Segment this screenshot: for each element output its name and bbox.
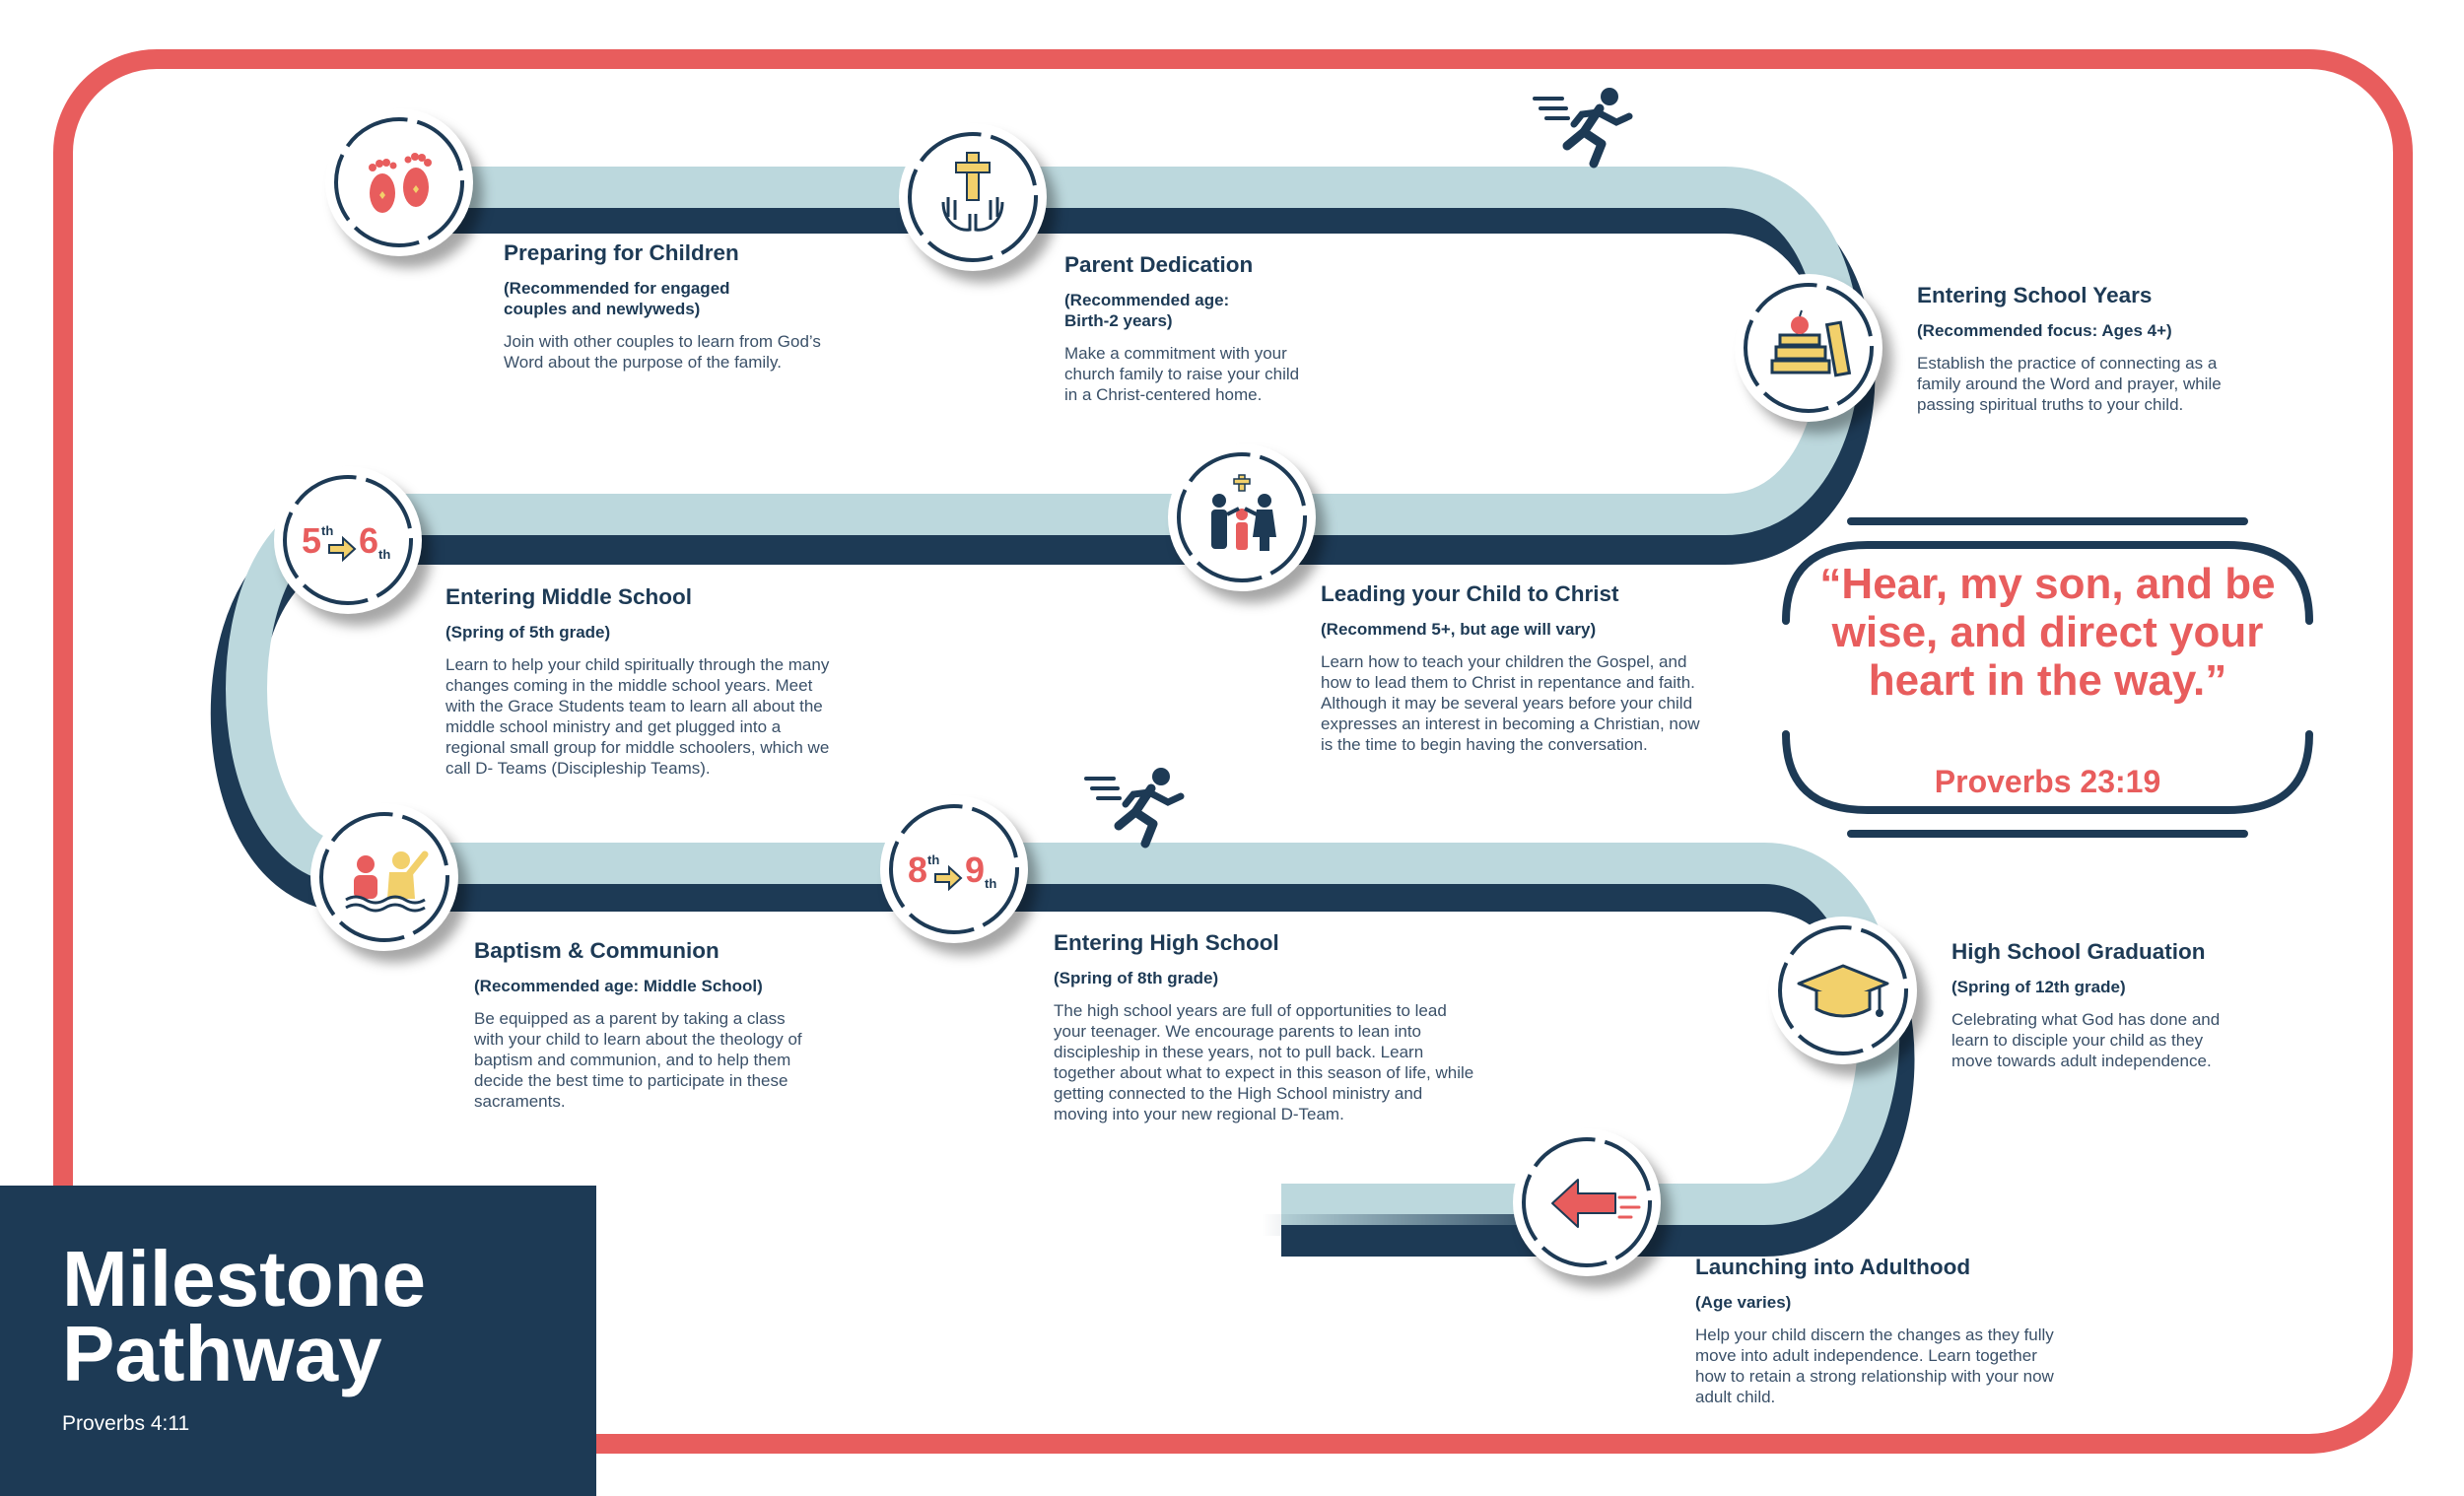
milestone-title: Launching into Adulthood (1695, 1255, 1971, 1279)
milestone-subtitle: (Recommended focus: Ages 4+) (1917, 321, 2172, 340)
milestone-title: Leading your Child to Christ (1321, 581, 1619, 606)
milestone-subtitle: (Recommend 5+, but age will vary) (1321, 620, 1597, 639)
grade-from-suffix: th (321, 523, 334, 538)
books-apple-icon (1735, 274, 1882, 422)
milestone-subtitle: (Spring of 8th grade) (1054, 969, 1219, 987)
milestone-subtitle: (Recommended age: Birth-2 years) (1064, 291, 1230, 330)
milestone-subtitle: (Spring of 12th grade) (1951, 978, 2126, 996)
milestone-launching-into-adulthood (1695, 1255, 2070, 1407)
milestone-description: Make a commitment with your church family to raise your child in a Christ-centered home. (1064, 344, 1300, 404)
milestone-entering-high-school (1054, 930, 1477, 1124)
grade-to-suffix: th (985, 876, 997, 891)
milestone-subtitle: (Recommended age: Middle School) (474, 977, 763, 995)
milestone-title: Entering School Years (1917, 283, 2153, 307)
grade-from-suffix: th (927, 852, 940, 867)
milestone-description: The high school years are full of opportunities to lead your teenager. We encourage parents to lean into discipleship in these years, not to pull back. Learn together about what to expect in this season of life, while getting connected to the High School ministry and moving into your new regional D-Team. (1054, 1001, 1474, 1123)
runner-icon (1084, 765, 1193, 849)
baby-feet-icon (325, 108, 473, 256)
quote-reference: Proverbs 23:19 (1934, 764, 2161, 799)
baptism-icon (310, 803, 458, 951)
runner-icon (1533, 85, 1641, 169)
title-reference: Proverbs 4:11 (62, 1412, 190, 1435)
grade-5-to-6-icon (274, 466, 422, 614)
milestone-preparing-for-children (504, 240, 829, 373)
milestone-high-school-graduation (1951, 939, 2247, 1071)
family-cross-icon (1168, 443, 1316, 591)
milestone-description: Establish the practice of connecting as a family around the Word and prayer, while passing spiritual truths to your child. (1917, 354, 2222, 414)
milestone-subtitle: (Spring of 5th grade) (445, 623, 611, 642)
graduation-cap-icon (1769, 917, 1917, 1064)
grade-8-to-9-icon (880, 795, 1028, 943)
grade-to-suffix: th (378, 547, 391, 562)
grade-from: 8 (908, 850, 928, 890)
milestone-description: Celebrating what God has done and learn to disciple your child as they move towards adult independence. (1951, 1010, 2221, 1070)
milestone-description: Be equipped as a parent by taking a class with your child to learn about the theology of baptism and communion, and to help them decide the best time to participate in these sacraments. (474, 1009, 802, 1111)
grade-from: 5 (302, 520, 322, 561)
milestone-title: High School Graduation (1951, 939, 2206, 964)
milestone-title: Preparing for Children (504, 240, 739, 265)
quote-text: “Hear, my son, and be wise, and direct your heart in the way.” (1819, 560, 2276, 705)
milestone-entering-school-years (1917, 283, 2257, 415)
milestone-description: Join with other couples to learn from God’s Word about the purpose of the family. (504, 332, 821, 372)
milestone-title: Entering Middle School (445, 584, 693, 609)
milestone-title: Baptism & Communion (474, 938, 719, 963)
milestone-parent-dedication (1064, 252, 1311, 405)
milestone-description: Help your child discern the changes as they fully move into adult independence. Learn together how to retain a strong relationship with your now adult child. (1695, 1326, 2054, 1406)
milestone-title: Parent Dedication (1064, 252, 1254, 277)
milestone-baptism-communion (474, 938, 809, 1112)
milestone-title: Entering High School (1054, 930, 1279, 955)
grade-to: 6 (359, 520, 379, 561)
cross-hands-icon (899, 123, 1047, 271)
grade-to: 9 (965, 850, 986, 890)
milestone-leading-child-to-christ (1321, 581, 1705, 755)
page-title: Milestone Pathway (62, 1235, 426, 1397)
milestone-subtitle: (Recommended for engaged couples and newlyweds) (504, 279, 730, 318)
milestone-entering-middle-school (445, 584, 830, 779)
launch-arrow-icon (1513, 1128, 1661, 1276)
milestone-description: Learn how to teach your children the Gospel, and how to lead them to Christ in repentance and faith. Although it may be several years before your child expresses an interest in becoming a Christian, now is the time to begin having the conversation. (1321, 652, 1700, 754)
milestone-subtitle: (Age varies) (1695, 1293, 1792, 1312)
milestone-description: Learn to help your child spiritually through the many changes coming in the middle school years. Meet with the Grace Students team to learn all about the middle school ministry and get plugged into a regional small group for middle schoolers, which we call D- Teams (Discipleship Teams). (445, 655, 830, 778)
